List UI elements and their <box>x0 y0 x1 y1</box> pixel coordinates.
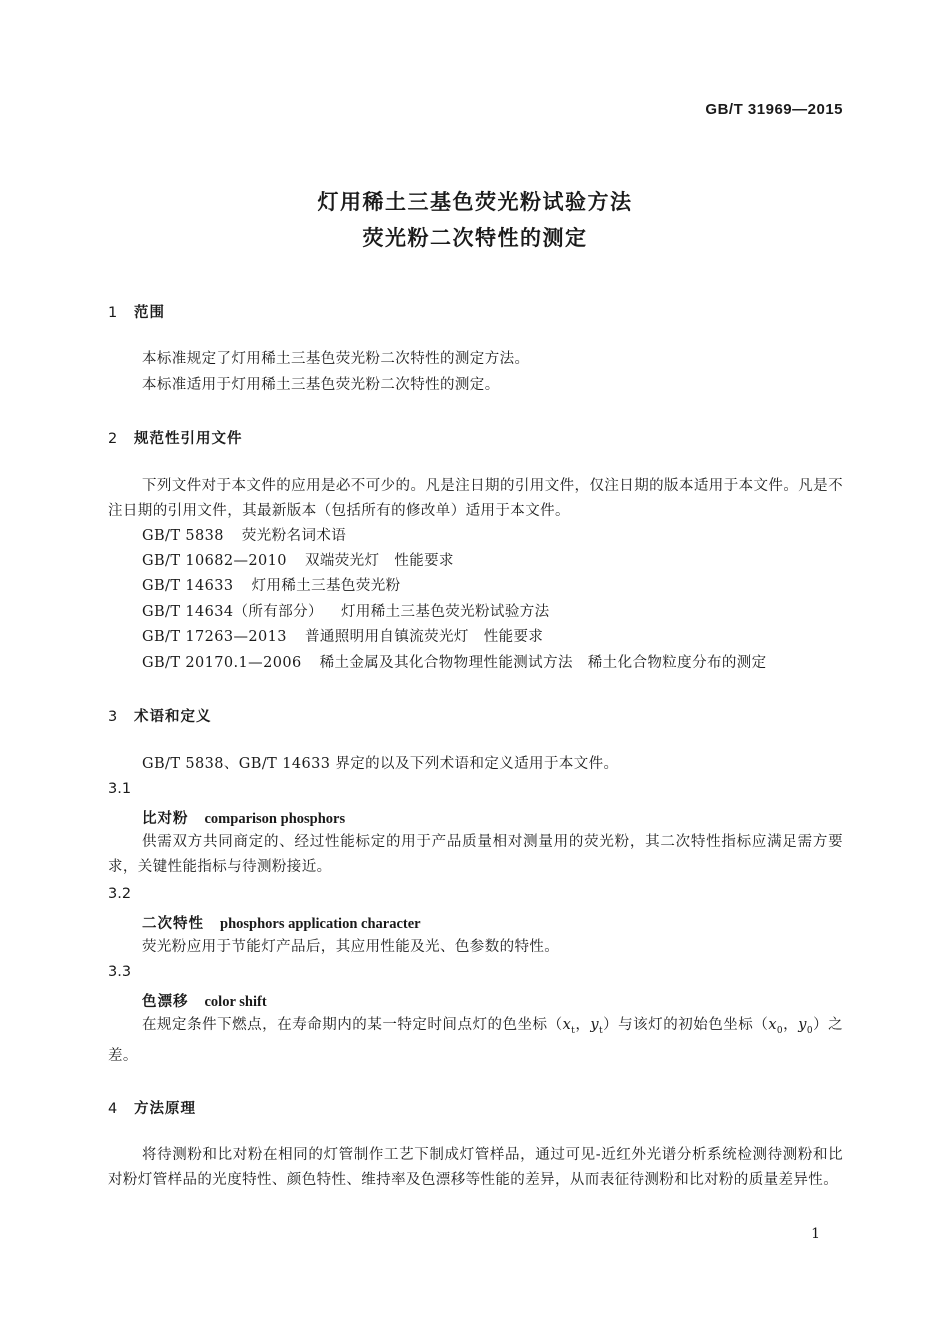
document-title-line1: 灯用稀土三基色荧光粉试验方法 <box>317 190 633 214</box>
reference-item <box>142 524 346 545</box>
reference-name: 灯用稀土三基色荧光粉试验方法 <box>340 604 550 620</box>
reference-item <box>142 574 401 595</box>
term-definition: 荧光粉应用于节能灯产品后，其应用性能及光、色参数的特性。 <box>142 939 560 955</box>
reference-name: 普通照明用自镇流荧光灯 性能要求 <box>304 629 544 645</box>
reference-code: GB/T 14633 <box>142 578 234 594</box>
term-definition: 供需双方共同商定的、经过性能标定的用于产品质量相对测量用的荧光粉，其二次特性指标应满足需方要求，关键性能指标与待测粉接近。 <box>108 834 843 875</box>
section-1-paragraph-2: 本标准适用于灯用稀土三基色荧光粉二次特性的测定。 <box>142 377 500 393</box>
term-heading <box>142 912 421 933</box>
term-english: comparison phosphors <box>204 811 346 827</box>
reference-code: GB/T 5838 <box>142 528 224 544</box>
reference-name: 灯用稀土三基色荧光粉 <box>251 578 401 594</box>
section-number: 3 <box>108 709 119 725</box>
document-title-line2: 荧光粉二次特性的测定 <box>362 226 588 250</box>
reference-code: GB/T 20170.1—2006 <box>142 655 302 671</box>
section-1-paragraph-1: 本标准规定了灯用稀土三基色荧光粉二次特性的测定方法。 <box>142 351 530 367</box>
section-title: 方法原理 <box>134 1101 196 1117</box>
section-4-paragraph: 将待测粉和比对粉在相同的灯管制作工艺下制成灯管样品，通过可见-近红外光谱分析系统检测待测粉和比对粉灯管样品的光度特性、颜色特性、维持率及色漂移等性能的差异，从而表征待测粉和比对粉的质量差异性。 <box>108 1147 843 1188</box>
reference-item <box>142 600 550 621</box>
term-heading <box>142 807 345 828</box>
section-4-heading <box>108 1097 196 1118</box>
reference-code: GB/T 14634（所有部分） <box>142 604 323 620</box>
section-2-intro: 下列文件对于本文件的应用是必不可少的。凡是注日期的引用文件，仅注日期的版本适用于本文件。凡是不注日期的引用文件，其最新版本（包括所有的修改单）适用于本文件。 <box>108 478 843 519</box>
term-number: 3.3 <box>108 964 132 980</box>
section-title: 规范性引用文件 <box>134 431 243 447</box>
reference-item <box>142 651 767 672</box>
page-number: 1 <box>811 1226 820 1242</box>
term-chinese: 色漂移 <box>142 994 189 1010</box>
section-title: 范围 <box>134 305 165 321</box>
section-2-heading <box>108 427 243 448</box>
reference-name: 荧光粉名词术语 <box>241 528 347 544</box>
section-number: 1 <box>108 305 119 321</box>
term-number: 3.1 <box>108 781 132 797</box>
reference-code: GB/T 10682—2010 <box>142 553 287 569</box>
section-3-intro: GB/T 5838、GB/T 14633 界定的以及下列术语和定义适用于本文件。 <box>142 756 619 772</box>
term-chinese: 二次特性 <box>142 916 204 932</box>
standard-number: GB/T 31969—2015 <box>705 101 843 118</box>
reference-name: 双端荧光灯 性能要求 <box>304 553 454 569</box>
section-number: 4 <box>108 1101 119 1117</box>
reference-name: 稀土金属及其化合物物理性能测试方法 稀土化合物粒度分布的测定 <box>319 655 767 671</box>
section-number: 2 <box>108 431 119 447</box>
section-1-heading <box>108 301 165 322</box>
reference-code: GB/T 17263—2013 <box>142 629 287 645</box>
term-english: color shift <box>204 994 267 1010</box>
term-definition: 在规定条件下燃点，在寿命期内的某一特定时间点灯的色坐标（$x_t$，$y_t$）与该灯的初始色坐标（$x_0$，$y_0$）之差。 <box>108 1017 843 1064</box>
section-3-heading <box>108 705 212 726</box>
term-english: phosphors application character <box>220 916 421 932</box>
term-number: 3.2 <box>108 886 132 902</box>
term-chinese: 比对粉 <box>142 811 189 827</box>
section-title: 术语和定义 <box>134 709 212 725</box>
reference-item <box>142 549 454 570</box>
term-heading <box>142 990 267 1011</box>
reference-item <box>142 625 543 646</box>
